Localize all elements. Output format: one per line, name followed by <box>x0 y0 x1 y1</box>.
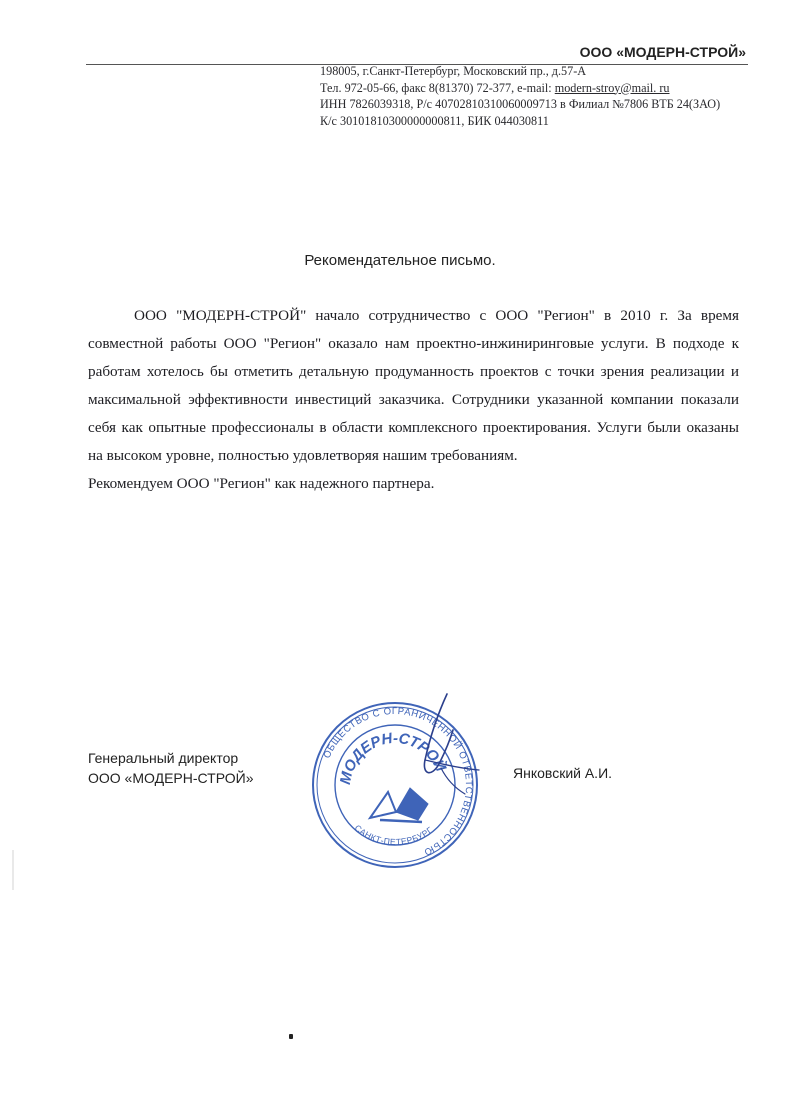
letter-paragraph-2: Рекомендуем ООО "Регион" как надежного партнера. <box>88 475 435 492</box>
contacts-line <box>320 80 720 97</box>
handwritten-signature <box>395 690 485 800</box>
letterhead-company-name: ООО «МОДЕРН-СТРОЙ» <box>579 44 746 60</box>
contacts-phone-fax: Тел. 972-05-66, факс 8(81370) 72-377, e-mail: <box>320 80 555 95</box>
inn-account-line: ИНН 7826039318, Р/с 40702810310060009713 в Филиал №7806 ВТБ 24(ЗАО) <box>320 97 721 111</box>
signer-block <box>88 748 253 788</box>
address-line: 198005, г.Санкт-Петербург, Московский пр., д.57-А <box>320 64 587 78</box>
contacts-email: modern-stroy@mail. ru <box>554 80 670 95</box>
scan-speck <box>289 1034 293 1039</box>
letter-paragraph-1: ООО "МОДЕРН-СТРОЙ" начало сотрудничество с ООО "Регион" в 2010 г. За время совместной работы ООО "Регион" оказало нам проектно-инжиниринговые услуги. В подходе к работам хотелось бы отметить детальную продуманность проектов с точки зрения реализации и максимальной эффективности инвестиций заказчика. Сотрудники указанной компании показали себя как опытные профессионалы в области комплексного проектирования. Услуги были оказаны на высоком уровне, полностью удовлетворяя нашим требованиям. <box>88 307 739 464</box>
signer-position: Генеральный директор <box>88 750 239 766</box>
seal-center-text: МОДЕРН-СТРОЙ <box>336 729 450 786</box>
bank-details-line: К/с 30101810300000000811, БИК 044030811 <box>320 113 549 128</box>
signer-organization: ООО «МОДЕРН-СТРОЙ» <box>88 770 254 786</box>
letter-body <box>88 302 739 498</box>
seal-outer-text: ОБЩЕСТВО С ОГРАНИЧЕННОЙ ОТВЕТСТВЕННОСТЬЮ <box>321 705 475 858</box>
letterhead-requisites <box>320 63 720 129</box>
signer-name: Янковский А.И. <box>513 765 613 781</box>
scan-edge-mark <box>12 850 14 890</box>
letter-title: Рекомендательное письмо. <box>304 252 496 269</box>
seal-city-text: САНКТ-ПЕТЕРБУРГ <box>352 822 435 847</box>
